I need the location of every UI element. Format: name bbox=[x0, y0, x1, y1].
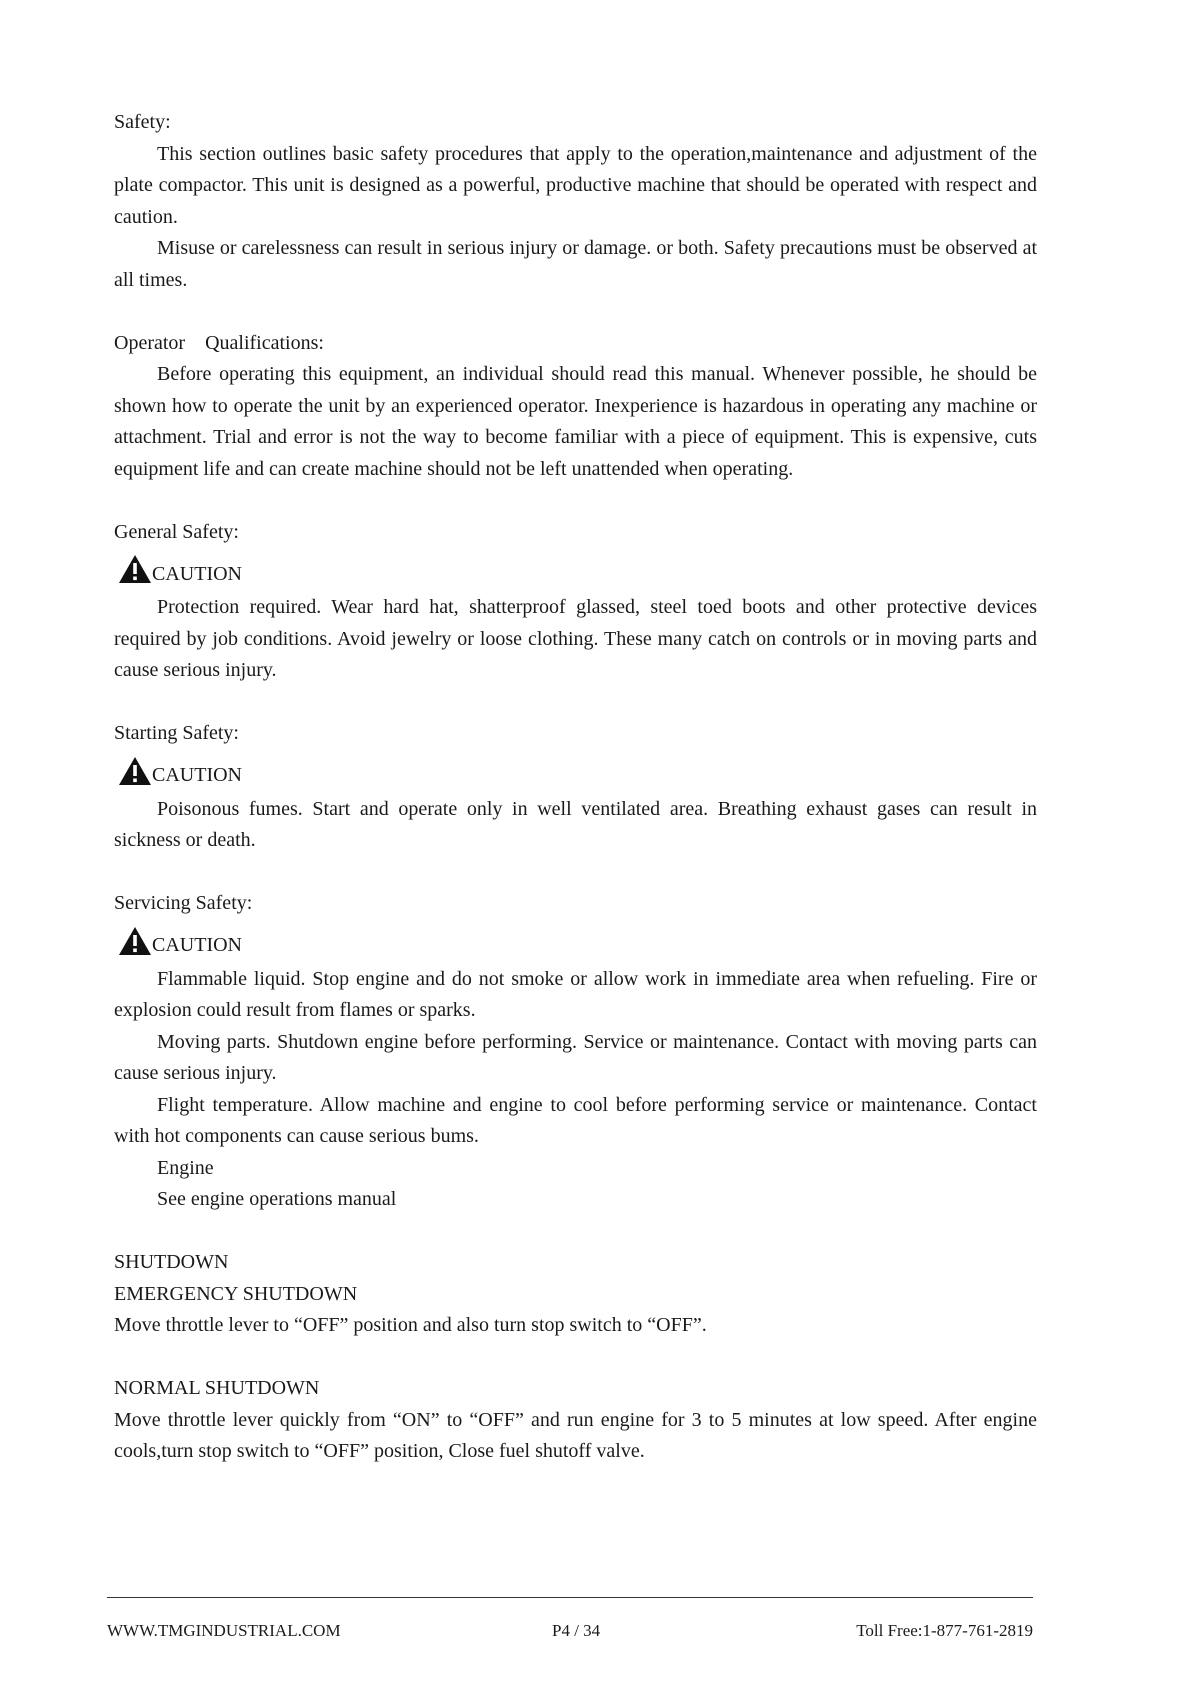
general-safety-heading: General Safety: bbox=[114, 520, 239, 543]
servicing-caution bbox=[114, 920, 1037, 962]
normal-shutdown-text: Move throttle lever quickly from “ON” to “OFF” and run engine for 3 to 5 minutes at low speed. After engine cools,turn stop switch to “OFF” position, Close fuel shutoff valve. bbox=[114, 1408, 1037, 1462]
caution-label: CAUTION bbox=[152, 934, 242, 956]
general-safety-paragraph: Protection required. Wear hard hat, shatterproof glassed, steel toed boots and other protective devices required by job conditions. Avoid jewelry or loose clothing. These many catch on controls or in moving parts and cause serious injury. bbox=[114, 596, 1037, 681]
warning-triangle-icon bbox=[118, 756, 152, 786]
footer-phone: Toll Free:1-877-761-2819 bbox=[856, 1621, 1033, 1640]
caution-label: CAUTION bbox=[152, 562, 242, 585]
servicing-paragraph-1: Flammable liquid. Stop engine and do not smoke or allow work in immediate area when refueling. Fire or explosion could result from flames or sparks. bbox=[114, 967, 1037, 1021]
document-body bbox=[114, 107, 1037, 1468]
caution-label: CAUTION bbox=[152, 764, 242, 786]
footer-divider bbox=[107, 1597, 1033, 1598]
operator-qualifications-heading: Operator Qualifications: bbox=[114, 331, 324, 354]
general-caution bbox=[114, 548, 1037, 590]
operator-qualifications-paragraph: Before operating this equipment, an individual should read this manual. Whenever possible, he should be shown how to operate the unit by an experienced operator. Inexperience is hazardous in operating any machine or attachment. Trial and error is not the way to become familiar with a piece of equipment. This is expensive, cuts equipment life and can create machine should not be left unattended when operating. bbox=[114, 363, 1037, 480]
emergency-shutdown-text: Move throttle lever to “OFF” position and also turn stop switch to “OFF”. bbox=[114, 1314, 707, 1336]
footer-page-number: P4 / 34 bbox=[552, 1621, 601, 1640]
footer-website: WWW.TMGINDUSTRIAL.COM bbox=[107, 1621, 341, 1640]
normal-shutdown-heading: NORMAL SHUTDOWN bbox=[114, 1377, 320, 1399]
shutdown-heading: SHUTDOWN bbox=[114, 1251, 229, 1273]
emergency-shutdown-heading: EMERGENCY SHUTDOWN bbox=[114, 1282, 358, 1305]
starting-caution bbox=[114, 750, 1037, 792]
servicing-paragraph-5: See engine operations manual bbox=[157, 1188, 397, 1210]
safety-paragraph-2: Misuse or carelessness can result in serious injury or damage. or both. Safety precautions must be observed at all times. bbox=[114, 237, 1037, 291]
starting-safety-paragraph: Poisonous fumes. Start and operate only in well ventilated area. Breathing exhaust gases can result in sickness or death. bbox=[114, 797, 1037, 851]
warning-triangle-icon bbox=[118, 554, 152, 584]
servicing-paragraph-2: Moving parts. Shutdown engine before performing. Service or maintenance. Contact with moving parts can cause serious injury. bbox=[114, 1030, 1037, 1084]
safety-heading: Safety: bbox=[114, 111, 171, 133]
starting-safety-heading: Starting Safety: bbox=[114, 722, 239, 744]
servicing-paragraph-3: Flight temperature. Allow machine and engine to cool before performing service or maintenance. Contact with hot components can cause serious bums. bbox=[114, 1093, 1037, 1147]
safety-paragraph-1: This section outlines basic safety procedures that apply to the operation,maintenance and adjustment of the plate compactor. This unit is designed as a powerful, productive machine that should be operated with respect and caution. bbox=[114, 142, 1037, 228]
servicing-safety-heading: Servicing Safety: bbox=[114, 892, 253, 914]
servicing-paragraph-4: Engine bbox=[157, 1156, 214, 1179]
warning-triangle-icon bbox=[118, 926, 152, 956]
